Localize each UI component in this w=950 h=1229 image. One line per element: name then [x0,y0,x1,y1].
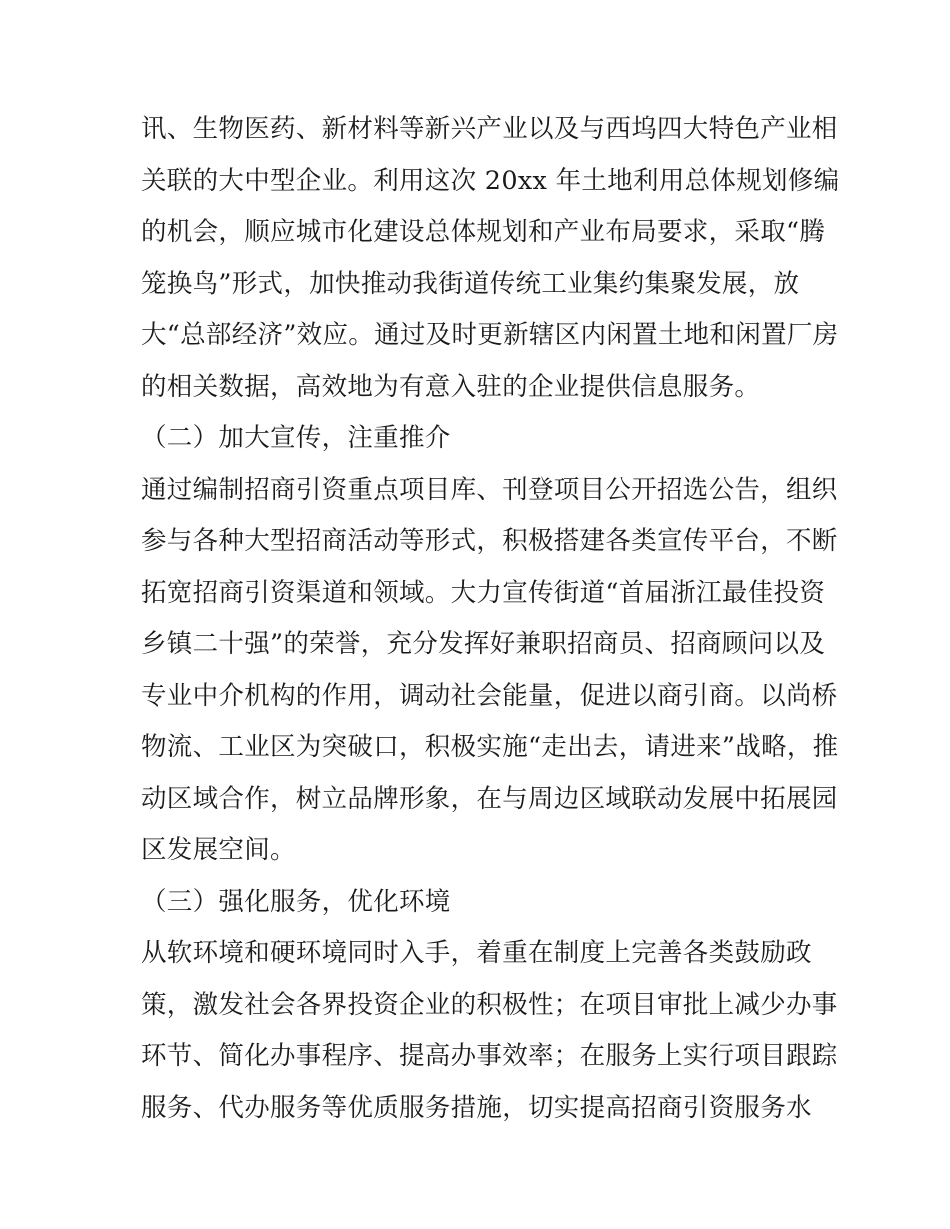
body-line: 笼换鸟”形式，加快推动我街道传统工业集约集聚发展，放 [141,268,800,299]
section-heading-2: （二）加大宣传，注重推介 [141,423,451,453]
body-line: 拓宽招商引资渠道和领域。大力宣传街道“首届浙江最佳投资 [141,577,826,608]
body-line: 动区域合作，树立品牌形象，在与周边区域联动发展中拓展园 [141,783,838,814]
body-line: 从软环境和硬环境同时入手，着重在制度上完善各类鼓励政 [141,938,812,968]
body-line: 专业中介机构的作用，调动社会能量，促进以商引商。以尚桥 [141,680,838,711]
body-line: 关联的大中型企业。利用这次 20xx 年土地利用总体规划修编 [141,165,840,196]
body-line: 通过编制招商引资重点项目库、刊登项目公开招选公告，组织 [141,474,838,505]
body-line: 的相关数据，高效地为有意入驻的企业提供信息服务。 [141,371,761,402]
body-line: 服务、代办服务等优质服务措施，切实提高招商引资服务水 [141,1092,812,1123]
body-line: 的机会，顺应城市化建设总体规划和产业布局要求，采取“腾 [141,217,826,247]
document-body [141,104,840,1134]
body-line: 物流、工业区为突破口，积极实施“走出去，请进来”战略，推 [141,732,839,762]
body-line: 区发展空间。 [141,835,296,865]
section-heading-3: （三）强化服务，优化环境 [141,886,451,917]
body-line: 大“总部经济”效应。通过及时更新辖区内闲置土地和闲置厂房 [141,320,839,350]
body-line: 环节、简化办事程序、提高办事效率；在服务上实行项目跟踪 [141,1041,838,1071]
body-line: 参与各种大型招商活动等形式，积极搭建各类宣传平台，不断 [141,526,838,556]
body-line: 讯、生物医药、新材料等新兴产业以及与西坞四大特色产业相 [141,114,838,144]
body-line: 乡镇二十强”的荣誉，充分发挥好兼职招商员、招商顾问以及 [141,629,826,659]
body-line: 策，激发社会各界投资企业的积极性；在项目审批上减少办事 [141,989,838,1020]
